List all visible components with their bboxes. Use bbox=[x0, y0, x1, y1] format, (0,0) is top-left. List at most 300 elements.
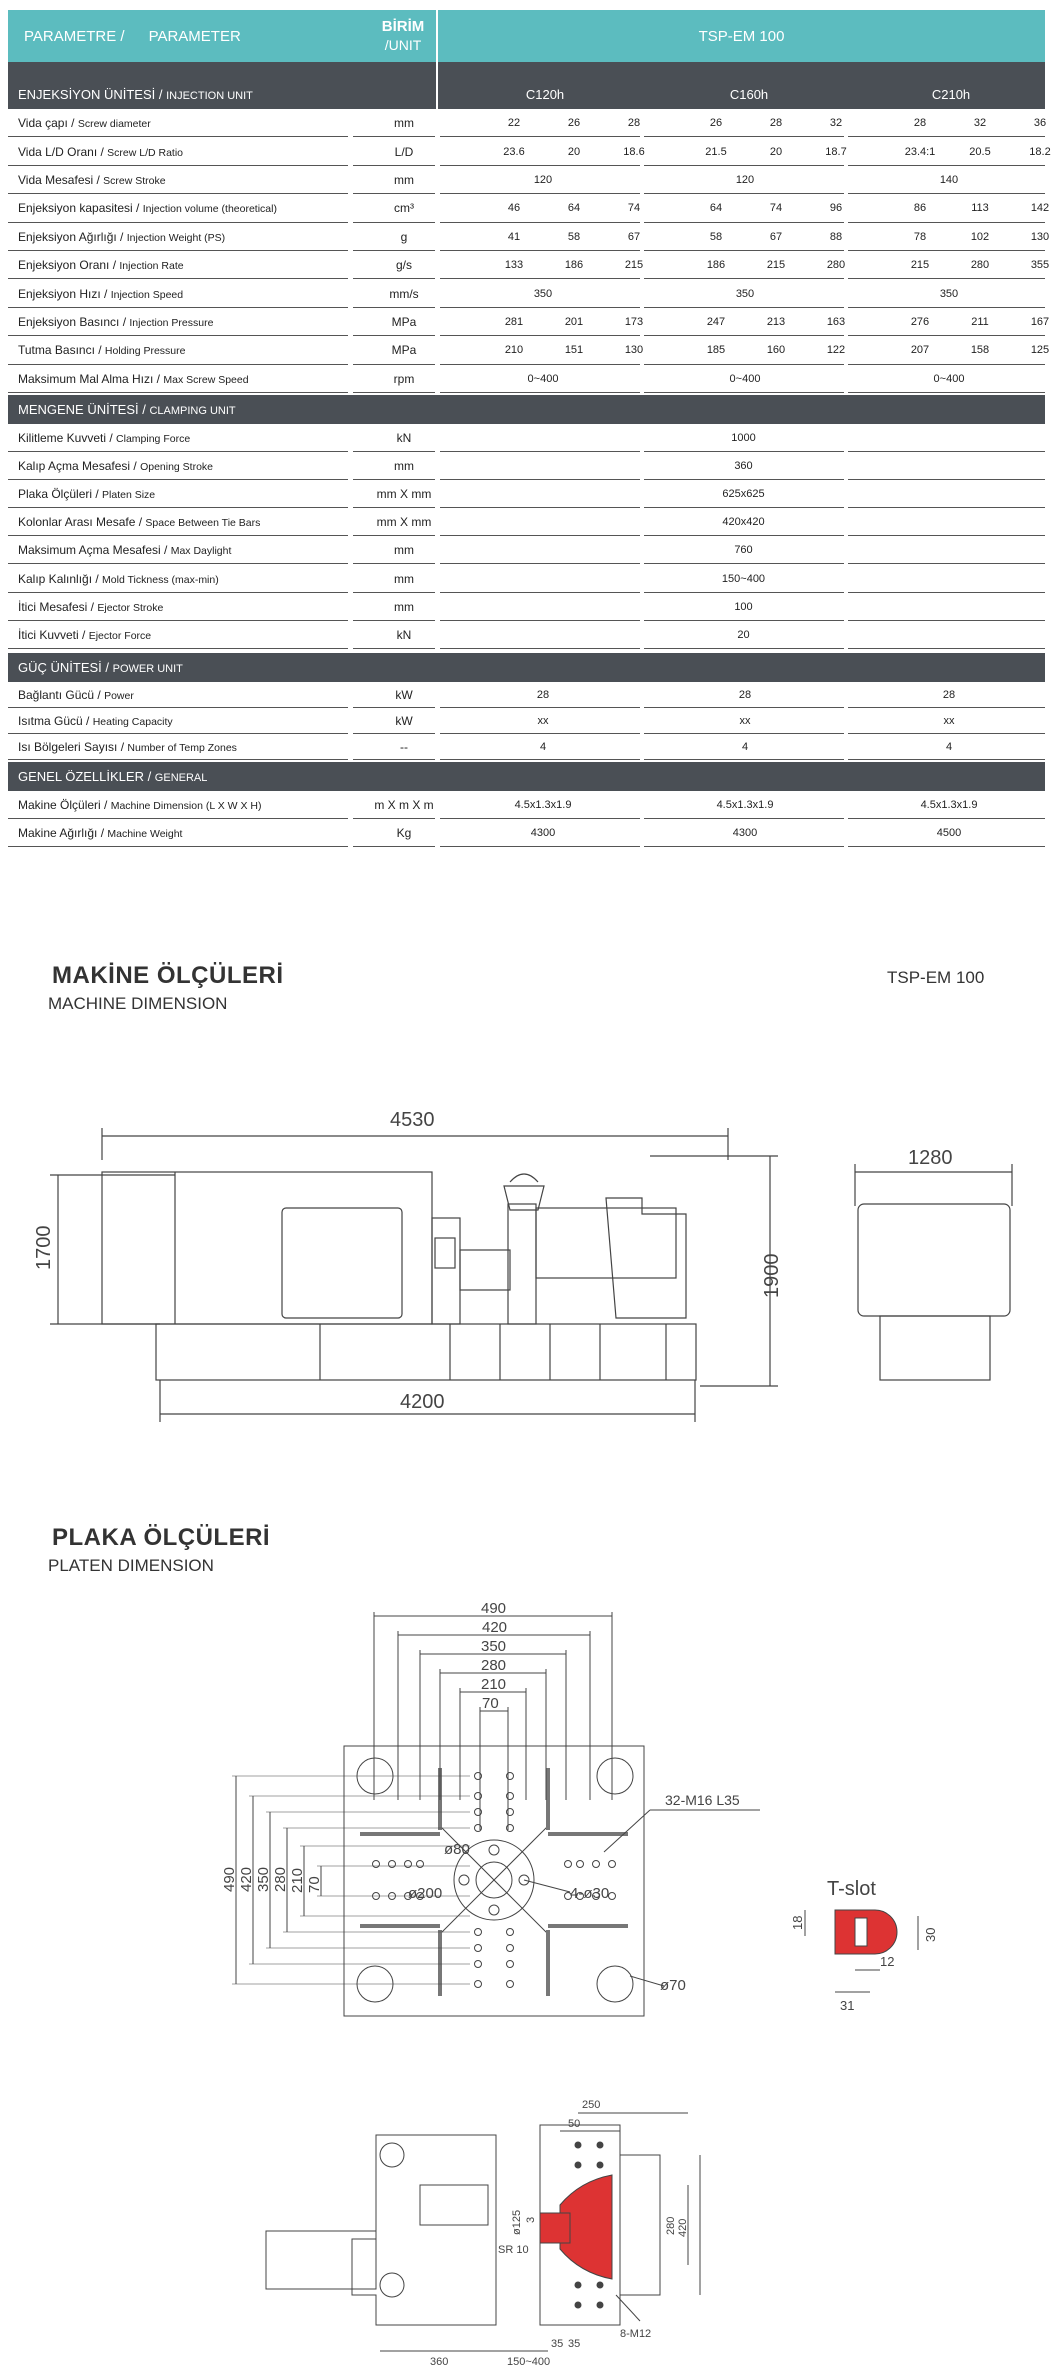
machine-drawing bbox=[0, 1100, 1053, 1440]
row-label bbox=[18, 798, 261, 812]
group-value: xx bbox=[943, 714, 955, 727]
row-rule bbox=[848, 846, 1045, 847]
row-rule bbox=[8, 392, 348, 393]
side-hole bbox=[597, 2162, 603, 2168]
tslot-inner bbox=[855, 1918, 867, 1946]
cell-value: 133 bbox=[504, 259, 524, 272]
thread-hole bbox=[507, 1981, 514, 1988]
cell-value: 74 bbox=[627, 202, 641, 215]
label-tr: Enjeksiyon Oranı / bbox=[18, 258, 120, 273]
window bbox=[282, 1208, 402, 1318]
table-row bbox=[8, 480, 1045, 508]
cell-value: 185 bbox=[706, 344, 726, 357]
cell-value: 58 bbox=[709, 230, 723, 243]
cell-value: 173 bbox=[624, 315, 644, 328]
cell-value: 32 bbox=[973, 117, 987, 130]
cell-value: 46 bbox=[507, 202, 521, 215]
tie-bar-hole bbox=[597, 1758, 633, 1794]
full-value: 150~400 bbox=[721, 572, 766, 585]
row-unit: g/s bbox=[395, 258, 412, 273]
horizontal-dims bbox=[374, 1600, 612, 1830]
callout-d200: ø200 bbox=[408, 1885, 443, 1902]
label-tr: Isıtma Gücü / bbox=[18, 713, 93, 728]
cell-value: 130 bbox=[624, 344, 644, 357]
machine-title: MAKİNE ÖLÇÜLERİ bbox=[52, 962, 284, 989]
vertical-dims bbox=[221, 1776, 470, 1984]
cell-value: 280 bbox=[826, 259, 846, 272]
cell-value: 215 bbox=[910, 259, 930, 272]
cell-value: 18.7 bbox=[825, 145, 847, 158]
cell-value: 28 bbox=[913, 117, 927, 130]
cell-value: 122 bbox=[826, 344, 846, 357]
section-en: POWER UNIT bbox=[112, 662, 183, 675]
side-d35b: 35 bbox=[568, 2338, 581, 2350]
cell-value: 163 bbox=[826, 315, 846, 328]
platen bbox=[432, 1218, 460, 1324]
label-tr: Enjeksiyon Hızı / bbox=[18, 286, 111, 301]
label-tr: İtici Kuvveti / bbox=[18, 627, 89, 642]
hole-30 bbox=[489, 1905, 499, 1915]
row-label bbox=[18, 343, 185, 357]
full-value: 100 bbox=[734, 600, 753, 613]
thread-hole bbox=[507, 1945, 514, 1952]
label-tr: Enjeksiyon Ağırlığı / bbox=[18, 229, 127, 244]
group-value: 4.5x1.3x1.9 bbox=[514, 798, 572, 811]
full-value: 360 bbox=[734, 460, 753, 473]
section-general bbox=[8, 762, 1045, 791]
cell-value: 88 bbox=[829, 230, 843, 243]
thread-hole bbox=[475, 1961, 482, 1968]
label-tr: Enjeksiyon kapasitesi / bbox=[18, 201, 143, 216]
cell-value: 151 bbox=[564, 344, 584, 357]
row-label bbox=[18, 145, 183, 159]
cell-value: 355 bbox=[1030, 259, 1050, 272]
h-dim-label: 350 bbox=[481, 1638, 507, 1655]
cell-value: 215 bbox=[624, 259, 644, 272]
group-value: xx bbox=[739, 714, 751, 727]
row-unit: mm bbox=[394, 116, 414, 131]
cell-value: 18.2 bbox=[1029, 145, 1051, 158]
group-value: 4 bbox=[741, 740, 749, 753]
row-label bbox=[18, 740, 237, 754]
thread-hole bbox=[475, 1981, 482, 1988]
tslot-h18: 18 bbox=[790, 1915, 805, 1930]
v-dim-label: 490 bbox=[221, 1866, 238, 1892]
dim-length: 4530 bbox=[390, 1109, 435, 1131]
label-tr: Maksimum Açma Mesafesi / bbox=[18, 543, 171, 558]
row-label bbox=[18, 201, 277, 215]
label-tr: Enjeksiyon Basıncı / bbox=[18, 314, 130, 329]
label-tr: Kalıp Açma Mesafesi / bbox=[18, 459, 141, 474]
row-rule bbox=[644, 759, 844, 760]
cell-value: 18.6 bbox=[623, 145, 645, 158]
v-dim-label: 210 bbox=[289, 1867, 306, 1893]
cell-value: 113 bbox=[971, 202, 989, 215]
cell-value: 215 bbox=[766, 259, 786, 272]
label-tr: Bağlantı Gücü / bbox=[18, 687, 105, 702]
side-d150-400: 150~400 bbox=[507, 2356, 551, 2368]
side-hole bbox=[575, 2302, 581, 2308]
row-unit: mm bbox=[394, 571, 414, 586]
group-value: 28 bbox=[942, 688, 956, 701]
label-en: Number of Temp Zones bbox=[127, 741, 237, 754]
cell-value: 247 bbox=[706, 315, 726, 328]
section-power bbox=[8, 653, 1045, 682]
row-rule bbox=[644, 648, 844, 649]
row-label bbox=[18, 826, 182, 840]
group-value: 4.5x1.3x1.9 bbox=[920, 798, 978, 811]
table-row bbox=[8, 708, 1045, 734]
label-tr: Tutma Basıncı / bbox=[18, 343, 105, 358]
cell-value: 22 bbox=[507, 117, 521, 130]
label-en: Machine Weight bbox=[107, 827, 183, 840]
group-value: 4300 bbox=[530, 826, 556, 839]
hole-30 bbox=[489, 1845, 499, 1855]
row-label bbox=[18, 287, 183, 301]
table-row bbox=[8, 365, 1045, 393]
row-unit: mm X mm bbox=[376, 487, 432, 502]
platen-title: PLAKA ÖLÇÜLERİ bbox=[52, 1524, 271, 1551]
row-rule bbox=[353, 759, 435, 760]
table-row bbox=[8, 791, 1045, 819]
machine-subtitle: MACHINE DIMENSION bbox=[48, 994, 228, 1013]
table-row bbox=[8, 223, 1050, 251]
section-en: CLAMPING UNIT bbox=[149, 405, 236, 417]
cell-value: 280 bbox=[970, 259, 990, 272]
param-en: PARAMETER bbox=[148, 28, 241, 45]
label-tr: Vida Mesafesi / bbox=[18, 172, 104, 187]
group-value: 28 bbox=[738, 688, 752, 701]
group-value: 4 bbox=[539, 740, 547, 753]
row-rule bbox=[644, 846, 844, 847]
table-row bbox=[8, 279, 1045, 307]
cell-value: 67 bbox=[627, 230, 641, 243]
row-label bbox=[18, 315, 213, 329]
row-label bbox=[18, 714, 173, 728]
side-d420: 420 bbox=[677, 2218, 689, 2237]
table-row bbox=[8, 194, 1050, 222]
thread-hole bbox=[405, 1861, 412, 1868]
side-d280: 280 bbox=[665, 2216, 677, 2235]
thread-hole bbox=[475, 1929, 482, 1936]
cell-value: 186 bbox=[564, 259, 584, 272]
side-hole bbox=[575, 2142, 581, 2148]
table-row bbox=[8, 137, 1051, 165]
group-value: 4500 bbox=[936, 826, 962, 839]
cell-value: 23.6 bbox=[503, 145, 525, 158]
section-tr: GENEL ÖZELLİKLER / bbox=[18, 768, 155, 784]
group-value: 350 bbox=[533, 287, 553, 300]
row-label bbox=[18, 515, 260, 529]
tslot-w12: 12 bbox=[880, 1954, 895, 1969]
tslot-w30: 30 bbox=[923, 1927, 938, 1942]
dim-height: 1700 bbox=[33, 1225, 55, 1270]
row-unit: g bbox=[400, 229, 408, 244]
cell-value: 213 bbox=[766, 315, 786, 328]
label-en: Ejector Force bbox=[88, 629, 152, 642]
row-unit: Kg bbox=[396, 825, 412, 840]
label-en: Platen Size bbox=[102, 489, 156, 502]
side-body bbox=[858, 1204, 1010, 1316]
group-value: xx bbox=[537, 714, 549, 727]
side-hole bbox=[597, 2282, 603, 2288]
v-dim-label: 280 bbox=[272, 1866, 289, 1892]
side-d3: 3 bbox=[525, 2216, 537, 2223]
h-dim-label: 210 bbox=[481, 1676, 507, 1693]
label-en: Clamping Force bbox=[116, 433, 191, 446]
cell-value: 276 bbox=[910, 315, 930, 328]
label-en: Opening Stroke bbox=[140, 461, 214, 474]
label-tr: Makine Ölçüleri / bbox=[18, 797, 111, 812]
group-value: 0~400 bbox=[527, 372, 559, 385]
row-unit: mm bbox=[394, 172, 414, 187]
dim-total-height: 1900 bbox=[761, 1253, 783, 1298]
recess bbox=[420, 2185, 488, 2225]
cell-value: 28 bbox=[769, 117, 783, 130]
thread-hole bbox=[373, 1861, 380, 1868]
side-hole bbox=[597, 2302, 603, 2308]
fixed-platen bbox=[508, 1204, 536, 1324]
cell-value: 86 bbox=[913, 202, 927, 215]
table-row bbox=[8, 308, 1050, 336]
section-tr: MENGENE ÜNİTESİ / bbox=[18, 402, 150, 417]
cell-value: 211 bbox=[971, 315, 989, 328]
label-en: Injection Weight (PS) bbox=[126, 231, 226, 244]
cell-value: 20 bbox=[567, 145, 581, 158]
cell-value: 64 bbox=[567, 202, 581, 215]
full-value: 625x625 bbox=[722, 488, 765, 501]
row-label bbox=[18, 258, 184, 272]
platen-drawing bbox=[0, 1600, 1053, 2030]
group-value: 140 bbox=[939, 173, 959, 186]
row-unit: MPa bbox=[391, 314, 417, 329]
row-unit: mm bbox=[394, 599, 414, 614]
table-row bbox=[8, 734, 1045, 760]
callout-threads: 32-M16 L35 bbox=[665, 1792, 740, 1808]
side-section-drawing bbox=[0, 2095, 1053, 2370]
row-rule bbox=[440, 392, 640, 393]
full-value: 1000 bbox=[731, 432, 756, 445]
cell-value: 28 bbox=[627, 117, 641, 130]
label-tr: İtici Mesafesi / bbox=[18, 599, 98, 614]
cell-value: 64 bbox=[709, 202, 723, 215]
table-row bbox=[8, 819, 1045, 847]
row-rule bbox=[8, 846, 348, 847]
row-rule bbox=[440, 846, 640, 847]
side-m12: 8-M12 bbox=[620, 2328, 652, 2340]
cell-value: 201 bbox=[564, 315, 584, 328]
cell-value: 21.5 bbox=[705, 145, 727, 158]
cell-value: 158 bbox=[970, 344, 990, 357]
group-value: 4 bbox=[945, 740, 953, 753]
section-en: GENERAL bbox=[154, 771, 208, 784]
side-base bbox=[880, 1316, 990, 1380]
platen-subtitle: PLATEN DIMENSION bbox=[48, 1556, 214, 1575]
row-label bbox=[18, 431, 190, 445]
row-unit: -- bbox=[400, 739, 408, 754]
v-dim-label: 350 bbox=[255, 1866, 272, 1892]
label-tr: Isı Bölgeleri Sayısı / bbox=[18, 739, 128, 754]
table-row bbox=[8, 109, 1045, 137]
label-en: Injection Speed bbox=[110, 288, 184, 301]
row-unit: m X m X m bbox=[374, 797, 434, 812]
rod-block bbox=[266, 2231, 376, 2289]
label-tr: Maksimum Mal Alma Hızı / bbox=[18, 371, 164, 386]
clamp-cover bbox=[102, 1172, 432, 1324]
row-rule bbox=[644, 392, 844, 393]
cell-value: 130 bbox=[1030, 230, 1050, 243]
group-value: 350 bbox=[939, 287, 959, 300]
table-header bbox=[8, 10, 1045, 62]
model-column-2: C210h bbox=[931, 87, 971, 102]
table-row bbox=[8, 508, 1045, 536]
cell-value: 36 bbox=[1033, 117, 1047, 130]
table-row bbox=[8, 536, 1045, 564]
row-rule bbox=[8, 759, 348, 760]
group-value: 0~400 bbox=[933, 372, 965, 385]
v-dim-label: 420 bbox=[238, 1866, 255, 1892]
label-tr: Plaka Ölçüleri / bbox=[18, 487, 103, 502]
bracket-hole bbox=[380, 2143, 404, 2167]
row-unit: mm bbox=[394, 459, 414, 474]
side-d50: 50 bbox=[568, 2118, 581, 2130]
cell-value: 67 bbox=[769, 230, 783, 243]
cell-value: 186 bbox=[706, 259, 726, 272]
side-d360: 360 bbox=[430, 2356, 449, 2368]
section-tr: GÜÇ ÜNİTESİ / bbox=[18, 659, 113, 675]
row-label bbox=[18, 628, 151, 642]
row-unit: rpm bbox=[393, 371, 415, 386]
row-label bbox=[18, 173, 166, 187]
label-en: Injection Rate bbox=[119, 260, 184, 273]
label-tr: Vida L/D Oranı / bbox=[18, 144, 108, 159]
thread-hole bbox=[609, 1893, 616, 1900]
row-rule bbox=[353, 392, 435, 393]
label-tr: Makine Ağırlığı / bbox=[18, 825, 108, 840]
hole-30 bbox=[459, 1875, 469, 1885]
dim-width: 1280 bbox=[908, 1147, 953, 1169]
row-unit: kN bbox=[396, 627, 412, 642]
h-dim-label: 280 bbox=[481, 1657, 507, 1674]
motor bbox=[606, 1198, 686, 1318]
cell-value: 160 bbox=[766, 344, 786, 357]
thread-hole bbox=[565, 1861, 572, 1868]
model-header: TSP-EM 100 bbox=[698, 28, 785, 45]
row-rule bbox=[440, 759, 640, 760]
callout-d80: ø80 bbox=[444, 1841, 470, 1858]
side-hole bbox=[575, 2282, 581, 2288]
label-en: Space Between Tie Bars bbox=[145, 517, 261, 530]
side-d125: ø125 bbox=[511, 2209, 523, 2235]
label-en: Screw L/D Ratio bbox=[107, 146, 184, 159]
hopper-top bbox=[510, 1174, 538, 1182]
cell-value: 210 bbox=[504, 344, 524, 357]
label-en: Max Screw Speed bbox=[163, 373, 249, 386]
thread-hole bbox=[609, 1861, 616, 1868]
row-label bbox=[18, 543, 231, 557]
injection-unit bbox=[536, 1208, 676, 1278]
cell-value: 207 bbox=[910, 344, 930, 357]
model-column-0: C120h bbox=[525, 87, 565, 102]
label-en: Machine Dimension (L X W X H) bbox=[110, 799, 262, 812]
label-en: Heating Capacity bbox=[92, 715, 173, 728]
label-en: Screw diameter bbox=[77, 118, 151, 131]
row-unit: MPa bbox=[391, 343, 417, 358]
unit-en: /UNIT bbox=[384, 37, 422, 53]
cell-value: 125 bbox=[1030, 344, 1050, 357]
moving-platen-side bbox=[352, 2135, 496, 2325]
cell-value: 58 bbox=[567, 230, 581, 243]
label-en: Screw Stroke bbox=[103, 174, 166, 187]
cell-value: 41 bbox=[507, 230, 521, 243]
side-sr: SR 10 bbox=[498, 2244, 529, 2256]
header-subband bbox=[8, 62, 1045, 80]
cell-value: 23.4:1 bbox=[904, 145, 936, 158]
cell-value: 26 bbox=[709, 117, 723, 130]
label-en: Ejector Stroke bbox=[97, 601, 164, 614]
row-unit: kN bbox=[396, 431, 412, 446]
base-frame bbox=[156, 1324, 696, 1380]
row-label bbox=[18, 230, 225, 244]
callout-d70: ø70 bbox=[660, 1977, 686, 1994]
cell-value: 102 bbox=[970, 230, 990, 243]
side-hole bbox=[597, 2142, 603, 2148]
cell-value: 142 bbox=[1030, 202, 1050, 215]
cell-value: 167 bbox=[1030, 315, 1050, 328]
label-tr: Kolonlar Arası Mesafe / bbox=[18, 515, 146, 530]
section-injection bbox=[8, 80, 1045, 109]
row-rule bbox=[848, 648, 1045, 649]
machine-model-label: TSP-EM 100 bbox=[887, 968, 985, 987]
table-row bbox=[8, 565, 1045, 593]
thread-hole bbox=[417, 1861, 424, 1868]
parameter-header bbox=[24, 28, 241, 45]
full-value: 760 bbox=[734, 544, 753, 557]
table-row bbox=[8, 452, 1045, 480]
param-tr: PARAMETRE / bbox=[24, 28, 125, 45]
section-clamping bbox=[8, 395, 1045, 424]
group-value: 350 bbox=[735, 287, 755, 300]
row-rule bbox=[353, 846, 435, 847]
hopper bbox=[504, 1186, 544, 1210]
row-label bbox=[18, 688, 134, 702]
row-label bbox=[18, 600, 163, 614]
group-value: 120 bbox=[533, 173, 553, 186]
table-row bbox=[8, 424, 1045, 452]
cell-value: 20 bbox=[769, 145, 783, 158]
full-value: 420x420 bbox=[722, 516, 765, 529]
table-row bbox=[8, 166, 1045, 194]
cell-value: 32 bbox=[829, 117, 843, 130]
cell-value: 96 bbox=[829, 202, 843, 215]
leader bbox=[604, 1810, 650, 1852]
table-row bbox=[8, 682, 1045, 708]
row-label bbox=[18, 459, 213, 473]
full-value: 20 bbox=[737, 628, 750, 641]
group-value: 0~400 bbox=[729, 372, 761, 385]
group-value: 28 bbox=[536, 688, 550, 701]
group-value: 4300 bbox=[732, 826, 758, 839]
cell-value: 20.5 bbox=[969, 145, 991, 158]
thread-hole bbox=[507, 1961, 514, 1968]
h-dim-label: 490 bbox=[481, 1600, 507, 1617]
thread-hole bbox=[389, 1861, 396, 1868]
row-rule bbox=[8, 648, 348, 649]
label-tr: Vida çapı / bbox=[18, 116, 78, 131]
unit-tr: BİRİM bbox=[381, 18, 425, 35]
row-label bbox=[18, 116, 151, 130]
thread-hole bbox=[593, 1861, 600, 1868]
